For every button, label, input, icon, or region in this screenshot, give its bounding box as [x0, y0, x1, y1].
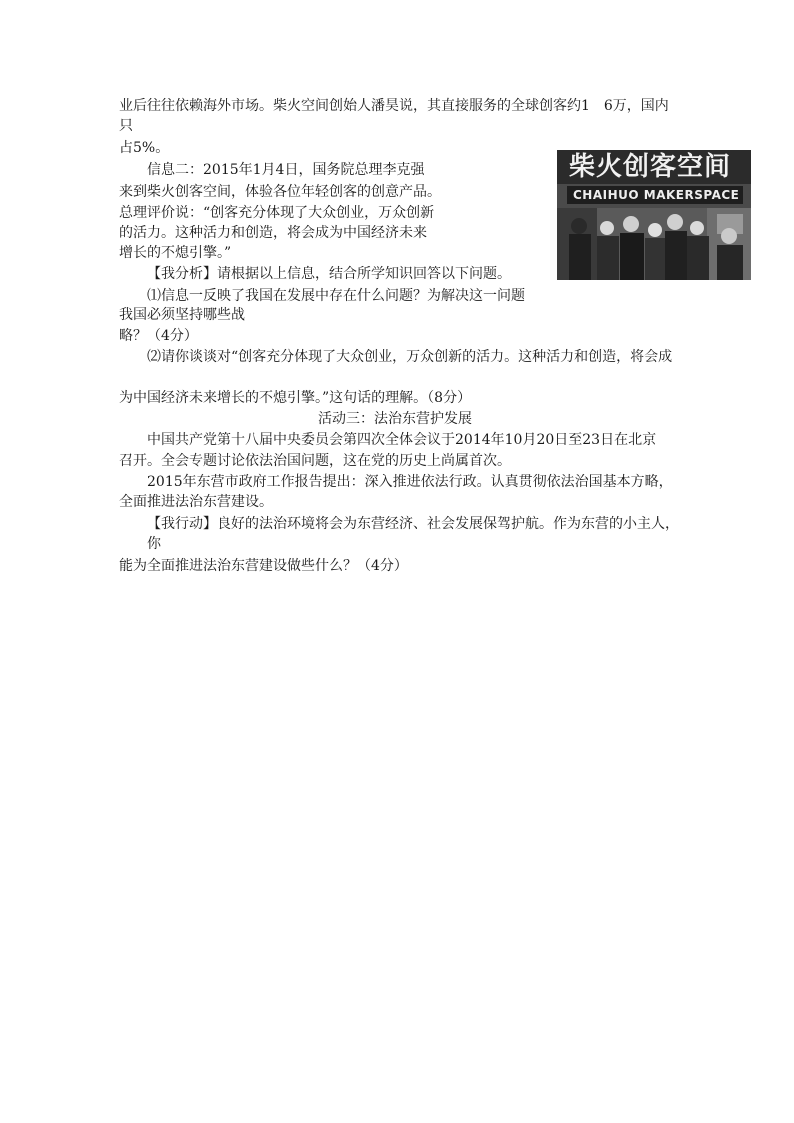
text-line-14: 中国共产党第十八届中央委员会第四次全体会议于2014年10月20日至23日在北京 [147, 432, 657, 448]
text-line-19: 能为全面推进法治东营建设做些什么？（4分） [119, 558, 408, 574]
sign-english-text: CHAIHUO MAKERSPACE [573, 188, 740, 202]
section-title: 活动三：法治东营护发展 [318, 411, 472, 427]
text-line-1: 业后往往依赖海外市场。柴火空间创始人潘昊说，其直接服务的全球创客约1 6万，国内只 [119, 98, 669, 134]
text-line-18: 【我行动】良好的法治环境将会为东营经济、社会发展保驾护航。作为东营的小主人，你 [147, 516, 679, 552]
makerspace-photo [557, 150, 751, 280]
text-line-10: 我国必须坚持哪些战 [119, 307, 245, 323]
text-line-8: 【我分析】请根据以上信息，结合所学知识回答以下问题。 [147, 266, 511, 282]
text-line-7: 增长的不熄引擎。” [119, 245, 232, 261]
sign-chinese-text: 柴火创客空间 [569, 152, 732, 182]
text-line-6: 的活力。这种活力和创造，将会成为中国经济未来 [119, 225, 427, 241]
text-line-17: 全面推进法治东营建设。 [119, 494, 273, 510]
text-line-9: ⑴信息一反映了我国在发展中存在什么问题？为解决这一问题 [147, 288, 525, 304]
text-line-12: ⑵请你谈谈对“创客充分体现了大众创业，万众创新的活力。这种活力和创造，将会成 [147, 349, 673, 365]
text-line-5: 总理评价说：“创客充分体现了大众创业，万众创新 [119, 205, 435, 221]
text-line-15: 召开。全会专题讨论依法治国问题，这在党的历史上尚属首次。 [119, 453, 511, 469]
text-line-2: 占5%。 [119, 140, 170, 156]
crowd-image [557, 208, 751, 280]
text-line-16: 2015年东营市政府工作报告提出：深入推进依法行政。认真贯彻依法治国基本方略， [147, 474, 673, 490]
text-line-4: 来到柴火创客空间，体验各位年轻创客的创意产品。 [119, 184, 441, 200]
text-line-11: 略？（4分） [119, 328, 198, 344]
text-line-13: 为中国经济未来增长的不熄引擎。”这句话的理解。（8分） [119, 390, 472, 406]
text-line-3: 信息二：2015年1月4日，国务院总理李克强 [147, 162, 425, 178]
